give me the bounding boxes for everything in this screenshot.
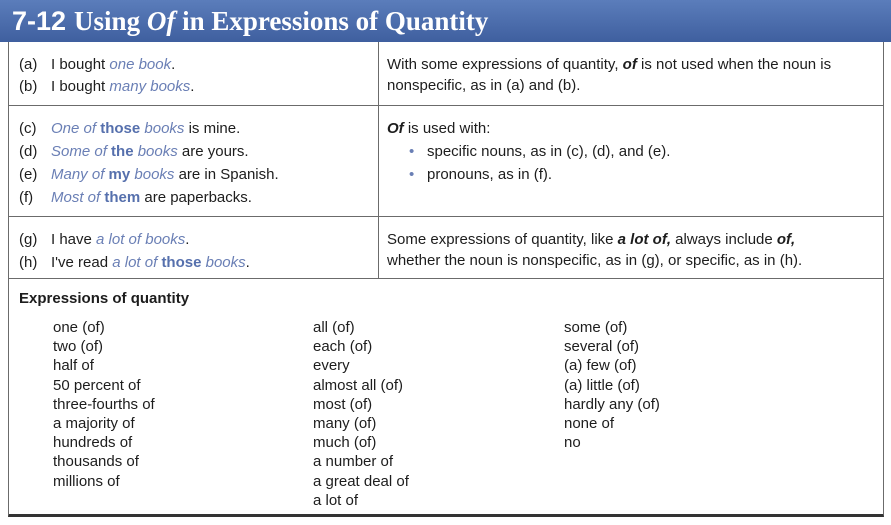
expression-item: thousands of [53, 453, 139, 471]
expression-item: millions of [53, 472, 120, 490]
expressions-column-3 [564, 318, 660, 452]
chart-title [12, 6, 488, 37]
expression-item: (a) little (of) [564, 376, 640, 394]
expressions-column-1 [53, 318, 155, 491]
explanation-line: Some expressions of quantity, like a lot of, always include of, [387, 231, 796, 248]
examples-cell [9, 217, 379, 278]
expression-item: a lot of [313, 491, 359, 509]
example-h: (h) I've read a lot of those books. [19, 254, 250, 271]
row-nonspecific [9, 42, 883, 106]
bullet-item: • pronouns, as in (f). [409, 166, 553, 183]
example-g: (g) I have a lot of books. [19, 231, 190, 248]
expression-item: hardly any (of) [564, 395, 660, 413]
bullet-item: • specific nouns, as in (c), (d), and (e). [409, 143, 671, 160]
chart-header [0, 0, 891, 42]
example-b: (b) I bought many books. [19, 78, 195, 95]
explanation-line: whether the noun is nonspecific, as in (g), or specific, as in (h). [387, 252, 803, 269]
expression-item: every [313, 357, 350, 375]
examples-cell [9, 42, 379, 105]
expression-item: a majority of [53, 415, 135, 433]
title-emphasis: Of [146, 6, 176, 36]
expression-item: each (of) [313, 338, 373, 356]
example-d: (d) Some of the books are yours. [19, 143, 249, 160]
title-part: Using [74, 6, 147, 36]
example-f: (f) Most of them are paperbacks. [19, 189, 252, 206]
expression-item: hundreds of [53, 434, 133, 452]
example-e: (e) Many of my books are in Spanish. [19, 166, 279, 183]
row-specific [9, 106, 883, 217]
example-a: (a) I bought one book. [19, 56, 176, 73]
row-a-lot-of [9, 217, 883, 279]
expression-item: all (of) [313, 319, 355, 336]
bullet-icon: • [409, 143, 415, 160]
expression-item: no [564, 434, 581, 452]
expression-item: one (of) [53, 319, 105, 336]
bullet-icon: • [409, 166, 415, 183]
expression-item: many (of) [313, 415, 377, 433]
expression-item: three-fourths of [53, 395, 155, 413]
expression-item: (a) few (of) [564, 357, 637, 375]
explanation-line: Of is used with: [387, 120, 491, 137]
grammar-chart [8, 42, 884, 517]
expression-item: half of [53, 357, 94, 375]
title-part: in Expressions of Quantity [175, 6, 489, 36]
expression-item: much (of) [313, 434, 377, 452]
explanation-line: With some expressions of quantity, of is not used when the noun is [387, 56, 832, 73]
expression-item: some (of) [564, 319, 628, 336]
expression-item: a number of [313, 453, 394, 471]
examples-cell [9, 106, 379, 216]
expression-item: most (of) [313, 395, 373, 413]
chart-number: 7-12 [12, 6, 67, 36]
expression-item: several (of) [564, 338, 640, 356]
expression-item: almost all (of) [313, 376, 404, 394]
expressions-title: Expressions of quantity [19, 290, 190, 307]
expression-item: 50 percent of [53, 376, 141, 394]
expression-item: a great deal of [313, 472, 409, 490]
expression-item: none of [564, 415, 615, 433]
example-c: (c) One of those books is mine. [19, 120, 241, 137]
explanation-line: nonspecific, as in (a) and (b). [387, 77, 581, 94]
expression-item: two (of) [53, 338, 104, 356]
expressions-column-2 [313, 318, 409, 510]
